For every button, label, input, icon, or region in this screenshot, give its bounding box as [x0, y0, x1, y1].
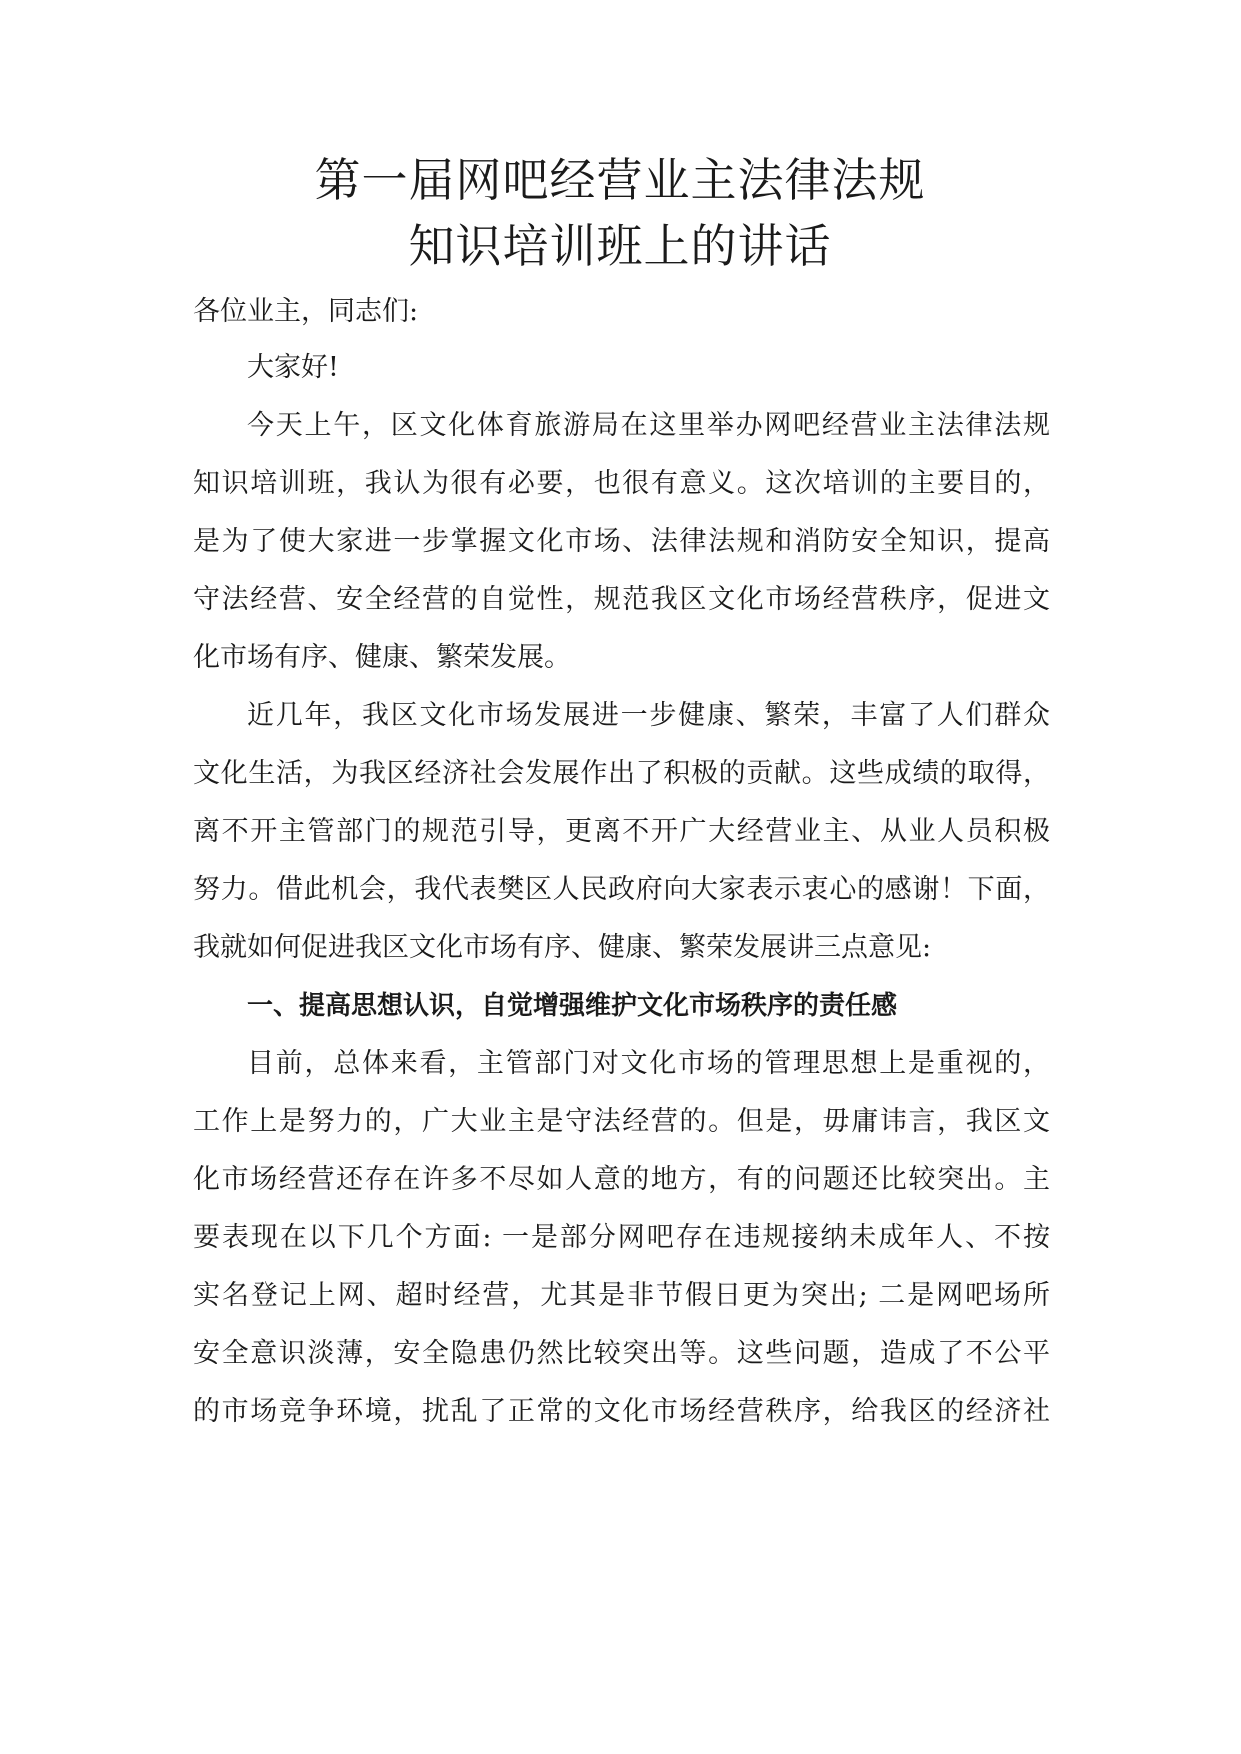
paragraph-3-line-3: 化市场经营还存在许多不尽如人意的地方，有的问题还比较突出。主 — [193, 1164, 1050, 1195]
paragraph-2-line-3: 离不开主管部门的规范引导，更离不开广大经营业主、从业人员积极 — [193, 816, 1050, 847]
paragraph-1-line-5: 化市场有序、健康、繁荣发展。 — [193, 642, 571, 673]
section-heading-1: 一、提高思想认识，自觉增强维护文化市场秩序的责任感 — [247, 991, 898, 1021]
paragraph-3-line-6: 安全意识淡薄，安全隐患仍然比较突出等。这些问题，造成了不公平 — [193, 1338, 1050, 1369]
paragraph-3-line-4: 要表现在以下几个方面: 一是部分网吧存在违规接纳未成年人、不按 — [193, 1222, 1050, 1253]
paragraph-2-line-4: 努力。借此机会，我代表樊区人民政府向大家表示衷心的感谢！下面， — [193, 874, 1050, 905]
paragraph-2-line-5: 我就如何促进我区文化市场有序、健康、繁荣发展讲三点意见: — [193, 932, 932, 963]
paragraph-2-line-2: 文化生活，为我区经济社会发展作出了积极的贡献。这些成绩的取得， — [193, 758, 1050, 789]
salutation: 各位业主，同志们: — [193, 296, 419, 327]
paragraph-1-line-3: 是为了使大家进一步掌握文化市场、法律法规和消防安全知识，提高 — [193, 526, 1050, 557]
paragraph-3-line-2: 工作上是努力的，广大业主是守法经营的。但是，毋庸讳言，我区文 — [193, 1106, 1050, 1137]
greeting: 大家好! — [247, 352, 339, 383]
document-title-line-2: 知识培训班上的讲话 — [408, 219, 832, 273]
paragraph-2-line-1: 近几年，我区文化市场发展进一步健康、繁荣，丰富了人们群众 — [247, 700, 1050, 731]
paragraph-3-line-7: 的市场竞争环境，扰乱了正常的文化市场经营秩序，给我区的经济社 — [193, 1396, 1050, 1427]
paragraph-1-line-1: 今天上午，区文化体育旅游局在这里举办网吧经营业主法律法规 — [247, 410, 1050, 441]
paragraph-1-line-2: 知识培训班，我认为很有必要，也很有意义。这次培训的主要目的， — [193, 468, 1050, 499]
paragraph-1-line-4: 守法经营、安全经营的自觉性，规范我区文化市场经营秩序，促进文 — [193, 584, 1050, 615]
paragraph-3-line-1: 目前，总体来看，主管部门对文化市场的管理思想上是重视的， — [247, 1048, 1050, 1079]
paragraph-3-line-5: 实名登记上网、超时经营，尤其是非节假日更为突出; 二是网吧场所 — [193, 1280, 1050, 1311]
document-title-line-1: 第一届网吧经营业主法律法规 — [314, 153, 926, 207]
